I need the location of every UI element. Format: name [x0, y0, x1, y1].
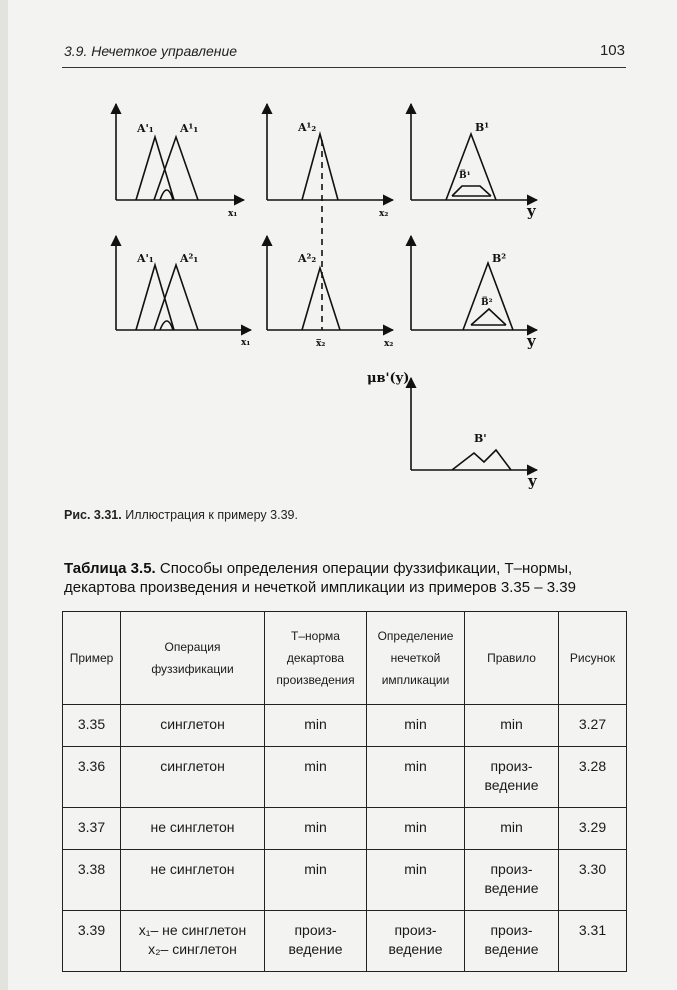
label-A2-2: A²₂ — [298, 252, 317, 265]
table-title — [64, 559, 630, 597]
label-B1: B¹ — [475, 121, 490, 134]
cell-example: 3.38 — [63, 850, 121, 911]
label-A1-prime-r2: A'₁ — [137, 252, 154, 265]
cell-implication: min — [367, 747, 465, 808]
table-row — [63, 808, 627, 850]
running-title: 3.9. Нечеткое управление — [64, 43, 238, 59]
label-x2-bar: x̅₂ — [316, 339, 326, 349]
label-B2: B² — [492, 252, 507, 265]
label-A1-2: A²₁ — [180, 252, 199, 265]
cell-example: 3.36 — [63, 747, 121, 808]
row1-panel3-chart — [411, 104, 537, 200]
label-B-prime: B' — [474, 432, 487, 445]
cell-rule: min — [465, 705, 559, 747]
caption-text: Иллюстрация к примеру 3.39. — [125, 508, 298, 522]
cell-implication: min — [367, 808, 465, 850]
label-axis-x2-r1: x₂ — [379, 209, 389, 219]
row1-panel1-chart — [116, 104, 244, 200]
row2-panel2-chart — [267, 236, 393, 330]
cell-tnorm: min — [265, 850, 367, 911]
cell-tnorm: min — [265, 808, 367, 850]
cell-implication: произ- ведение — [367, 911, 465, 972]
label-axis-x2-r2: x₂ — [384, 339, 394, 349]
row2-panel3-chart — [411, 236, 537, 330]
cell-fuzzification: не синглетон — [121, 808, 265, 850]
label-B2-bar: B̅² — [481, 298, 493, 308]
label-axis-x1-r2: x₁ — [241, 338, 251, 348]
cell-rule: произ- ведение — [465, 747, 559, 808]
cell-figure: 3.27 — [559, 705, 627, 747]
table-3-5 — [62, 611, 627, 972]
page-number: 103 — [599, 42, 625, 59]
caption-label: Рис. 3.31. — [64, 508, 122, 522]
cell-implication: min — [367, 850, 465, 911]
col-tnorm: T–норма декартова произведения — [265, 612, 367, 705]
cell-fuzzification: x₁– не синглетон x₂– синглетон — [121, 911, 265, 972]
cell-figure: 3.31 — [559, 911, 627, 972]
table-title-label: Таблица 3.5. — [64, 560, 156, 577]
figure-caption — [64, 508, 298, 522]
row2-panel1-chart — [116, 236, 251, 330]
result-chart — [411, 378, 537, 470]
row1-panel2-chart — [267, 104, 393, 200]
label-mu-B-prime: μʙ'(y) — [367, 371, 410, 386]
table-title-text: Способы определения операции фуззификации, T–нормы, декартова произведения и нечеткой импликации из примеров 3.35 – 3.39 — [64, 560, 576, 596]
cell-implication: min — [367, 705, 465, 747]
table-row — [63, 911, 627, 972]
label-A1-prime: A'₁ — [137, 122, 154, 135]
label-axis-y-r1: y — [527, 202, 536, 220]
col-fuzzification: Операция фуззификации — [121, 612, 265, 705]
cell-example: 3.39 — [63, 911, 121, 972]
label-B1-bar: B̅¹ — [459, 171, 471, 181]
label-A2-1: A¹₂ — [298, 121, 317, 134]
cell-tnorm: min — [265, 747, 367, 808]
cell-tnorm: min — [265, 705, 367, 747]
table-row — [63, 705, 627, 747]
table-header-row — [63, 612, 627, 705]
cell-figure: 3.28 — [559, 747, 627, 808]
col-example: Пример — [63, 612, 121, 705]
table-row — [63, 747, 627, 808]
cell-fuzzification: синглетон — [121, 747, 265, 808]
cell-rule: min — [465, 808, 559, 850]
cell-tnorm: произ- ведение — [265, 911, 367, 972]
cell-rule: произ- ведение — [465, 850, 559, 911]
col-figure: Рисунок — [559, 612, 627, 705]
label-axis-y-r2: y — [527, 332, 536, 350]
col-implication: Определение нечеткой импликации — [367, 612, 465, 705]
cell-figure: 3.29 — [559, 808, 627, 850]
cell-figure: 3.30 — [559, 850, 627, 911]
cell-fuzzification: не синглетон — [121, 850, 265, 911]
cell-example: 3.37 — [63, 808, 121, 850]
cell-fuzzification: синглетон — [121, 705, 265, 747]
col-rule: Правило — [465, 612, 559, 705]
label-axis-y-result: y — [528, 472, 537, 490]
label-A1-1: A¹₁ — [180, 122, 199, 135]
cell-example: 3.35 — [63, 705, 121, 747]
cell-rule: произ- ведение — [465, 911, 559, 972]
label-axis-x1-r1: x₁ — [228, 209, 238, 219]
table-row — [63, 850, 627, 911]
